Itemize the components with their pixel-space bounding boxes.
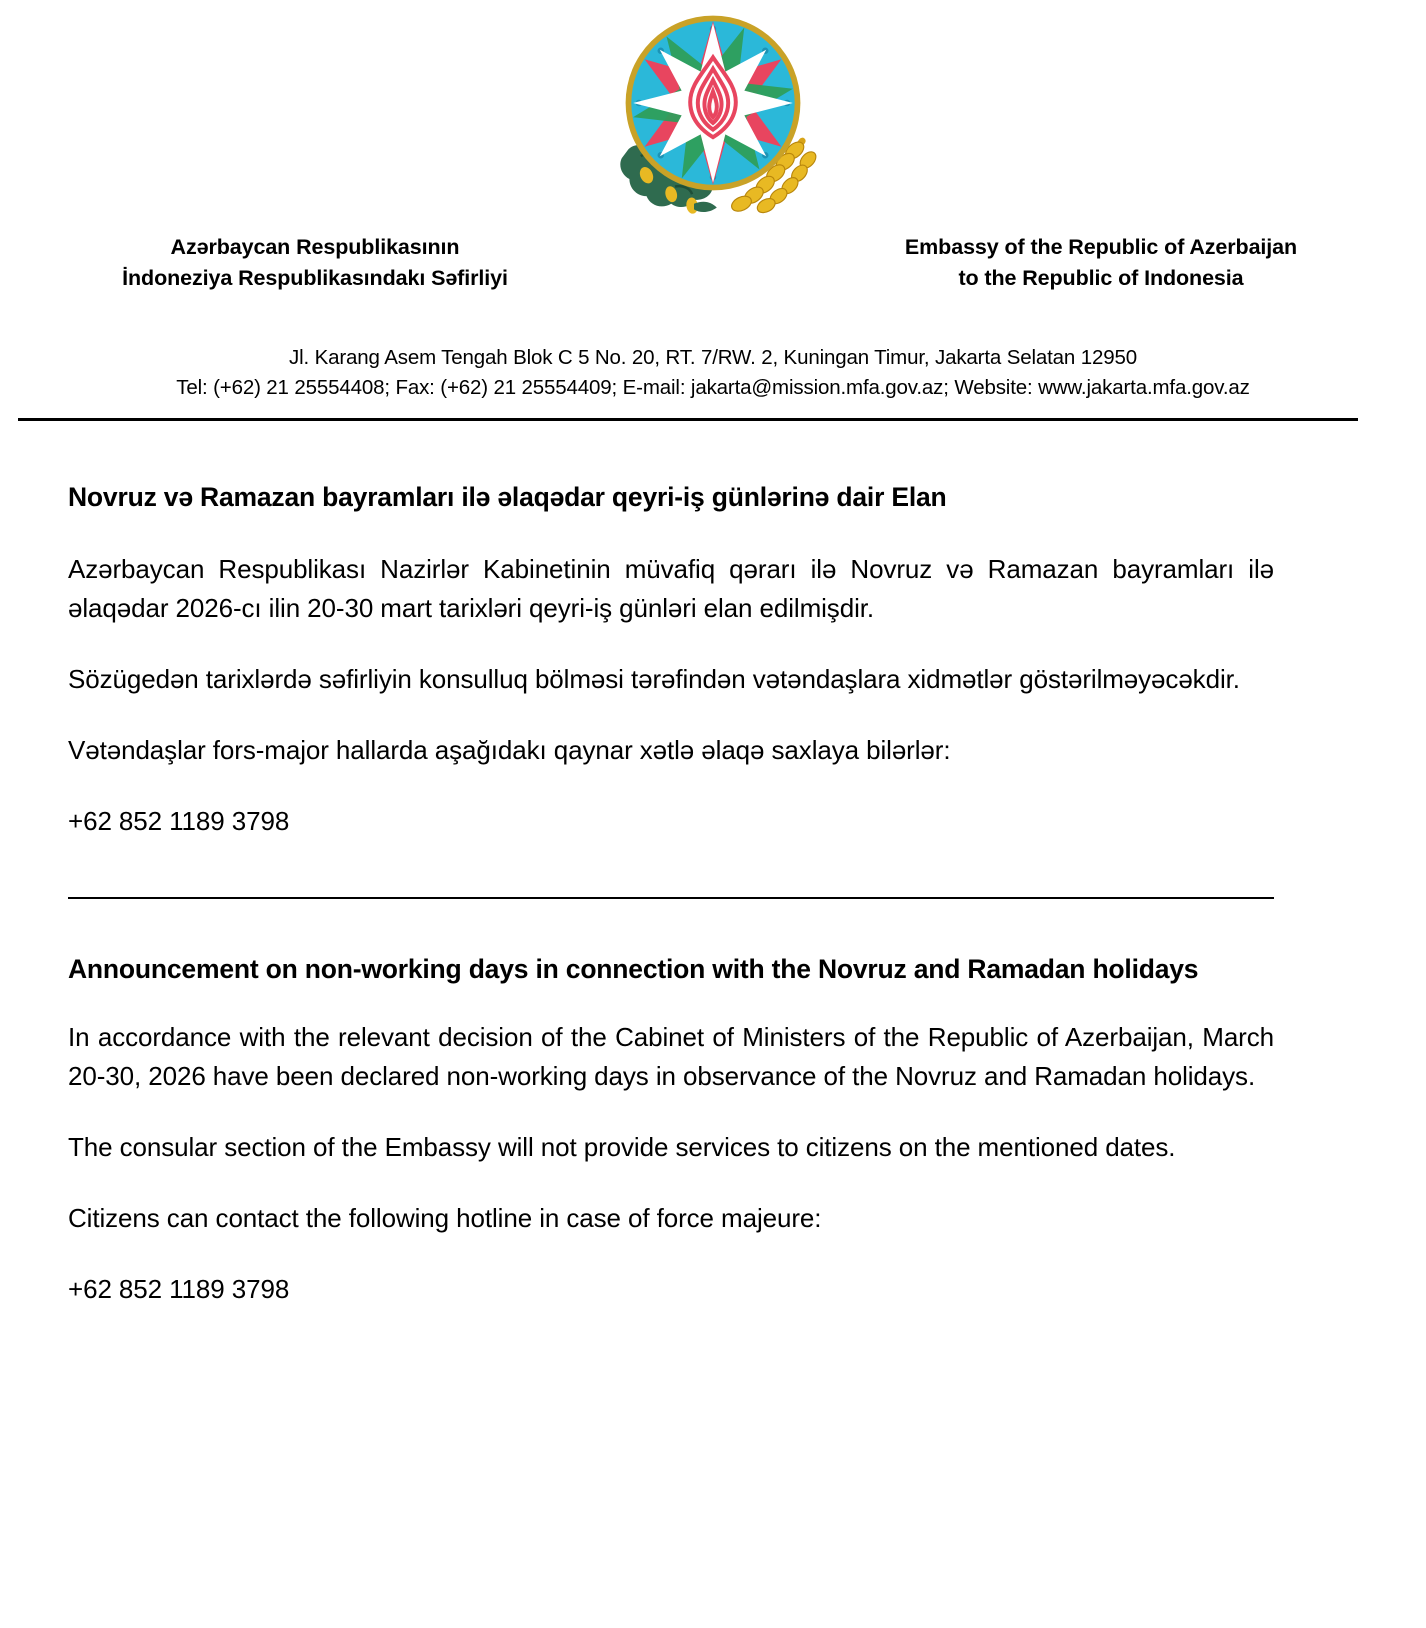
embassy-name-azerbaijani [80,232,550,293]
az-paragraph-1: Azərbaycan Respublikası Nazirlər Kabinetinin müvafiq qərarı ilə Novruz və Ramazan bayramları ilə əlaqədar 2026-cı ilin 20-30 mart tarixləri qeyri-iş günləri elan edilmişdir. [68,554,1274,624]
letterhead-divider [18,418,1358,421]
embassy-name-en-line1: Embassy of the Republic of Azerbaijan [904,235,1298,259]
az-paragraph-3: Vətəndaşlar fors-major hallarda aşağıdakı qaynar xətlə əlaqə saxlaya bilərlər: [68,735,951,766]
address-contact-line: Tel: (+62) 21 25554408; Fax: (+62) 21 25554409; E-mail: jakarta@mission.mfa.gov.az; Website: www.jakarta.mfa.gov.az [176,375,1250,399]
az-section-title: Novruz və Ramazan bayramları ilə əlaqədar qeyri-iş günlərinə dair Elan [68,482,947,513]
coat-of-arms-of-azerbaijan-icon [599,8,827,236]
en-paragraph-1: In accordance with the relevant decision of the Cabinet of Ministers of the Republic of Azerbaijan, March 20-30, 2026 have been declared non-working days in observance of the Novruz and Ramadan holidays. [68,1021,1274,1091]
embassy-name-az-line1: Azərbaycan Respublikasının [170,235,460,259]
emblem-container [0,8,1426,240]
section-divider [68,897,1274,899]
english-announcement-section [0,951,1426,1309]
embassy-names [0,232,1426,293]
az-paragraph-2: Sözügedən tarixlərdə səfirliyin konsulluq bölməsi tərəfindən vətəndaşlara xidmətlər göstərilməyəcəkdir. [68,664,1240,695]
letterhead [0,0,1426,421]
en-paragraph-2: The consular section of the Embassy will not provide services to citizens on the mentioned dates. [68,1131,1176,1162]
en-hotline-number: +62 852 1189 3798 [68,1273,290,1304]
embassy-address [0,343,1426,402]
azerbaijani-announcement-section [0,479,1426,841]
embassy-name-english [846,232,1356,293]
embassy-name-az-line2: İndoneziya Respublikasındakı Səfirliyi [122,265,508,290]
az-hotline-number: +62 852 1189 3798 [68,806,290,837]
embassy-name-en-line2: to the Republic of Indonesia [958,265,1244,290]
address-street-line: Jl. Karang Asem Tengah Blok C 5 No. 20, RT. 7/RW. 2, Kuningan Timur, Jakarta Selatan 12950 [288,346,1137,370]
en-section-title: Announcement on non-working days in connection with the Novruz and Ramadan holidays [68,954,1199,985]
en-paragraph-3: Citizens can contact the following hotline in case of force majeure: [68,1202,822,1233]
